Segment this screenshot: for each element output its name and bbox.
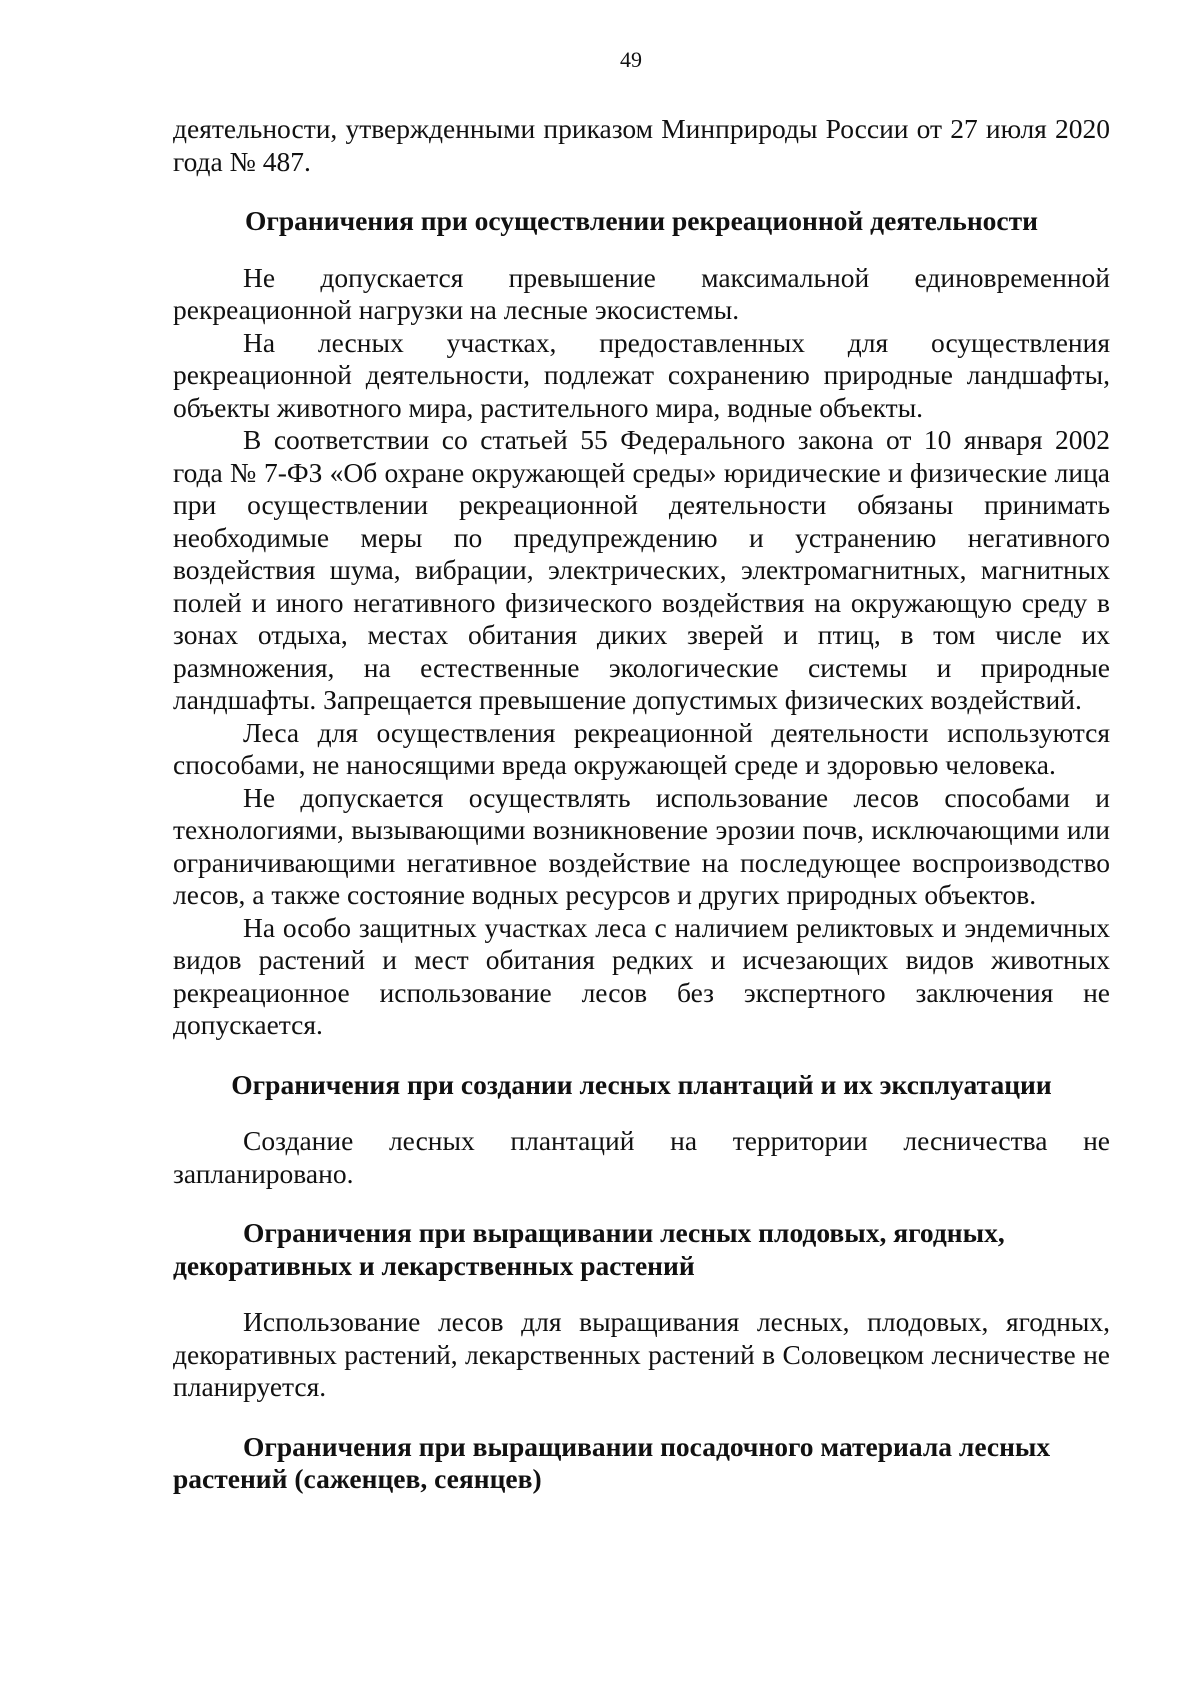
heading-plantations: Ограничения при создании лесных плантаций и их эксплуатации bbox=[231, 1068, 1052, 1100]
paragraph-plantations: Создание лесных плантаций на территории лесничества не запланировано. bbox=[173, 1125, 1110, 1189]
page-number: 49 bbox=[620, 47, 642, 72]
paragraph-federal-law: В соответствии со статьей 55 Федерального закона от 10 января 2002 года № 7-ФЗ «Об охране окружающей среды» юридические и физические лица при осуществлении рекреационной деятельности обязаны принимать необходимые меры по предупреждению и устранению негативного воздействия шума, вибрации, электрических, электромагнитных, магнитных полей и иного негативного физического воздействия на окружающую среду в зонах отдыха, местах обитания диких зверей и птиц, в том числе их размножения, на естественные экологические системы и природные ландшафты. Запрещается превышение допустимых физических воздействий. bbox=[173, 424, 1110, 715]
paragraph-erosion: Не допускается осуществлять использование лесов способами и технологиями, вызывающими возникновение эрозии почв, исключающими или ограничивающими негативное воздействие на последующее воспроизводство лесов, а также состояние водных ресурсов и других природных объектов. bbox=[173, 781, 1110, 910]
heading-fruit-plants: Ограничения при выращивании лесных плодовых, ягодных, декоративных и лекарственных растений bbox=[173, 1217, 1005, 1281]
paragraph-fruit-plants: Использование лесов для выращивания лесных, плодовых, ягодных, декоративных растений, лекарственных растений в Соловецком лесничестве не планируется. bbox=[173, 1306, 1110, 1402]
heading-recreation-restrictions: Ограничения при осуществлении рекреационной деятельности bbox=[244, 205, 1038, 236]
page-content bbox=[173, 113, 1110, 1496]
paragraph-protected-areas: На особо защитных участках леса с наличием реликтовых и эндемичных видов растений и мест обитания редких и исчезающих видов животных рекреационное использование лесов без экспертного заключения не допускается. bbox=[173, 911, 1110, 1040]
paragraph-continuation: деятельности, утвержденными приказом Минприроды России от 27 июля 2020 года № 487. bbox=[173, 113, 1110, 177]
paragraph-preservation: На лесных участках, предоставленных для осуществления рекреационной деятельности, подлежат сохранению природные ландшафты, объекты животного мира, растительного мира, водные объекты. bbox=[173, 326, 1110, 423]
heading-seedlings: Ограничения при выращивании посадочного материала лесных растений (саженцев, сеянцев) bbox=[173, 1430, 1051, 1494]
paragraph-recreation-load: Не допускается превышение максимальной единовременной рекреационной нагрузки на лесные экосистемы. bbox=[173, 261, 1110, 325]
paragraph-methods: Леса для осуществления рекреационной деятельности используются способами, не наносящими вреда окружающей среде и здоровью человека. bbox=[173, 716, 1110, 780]
